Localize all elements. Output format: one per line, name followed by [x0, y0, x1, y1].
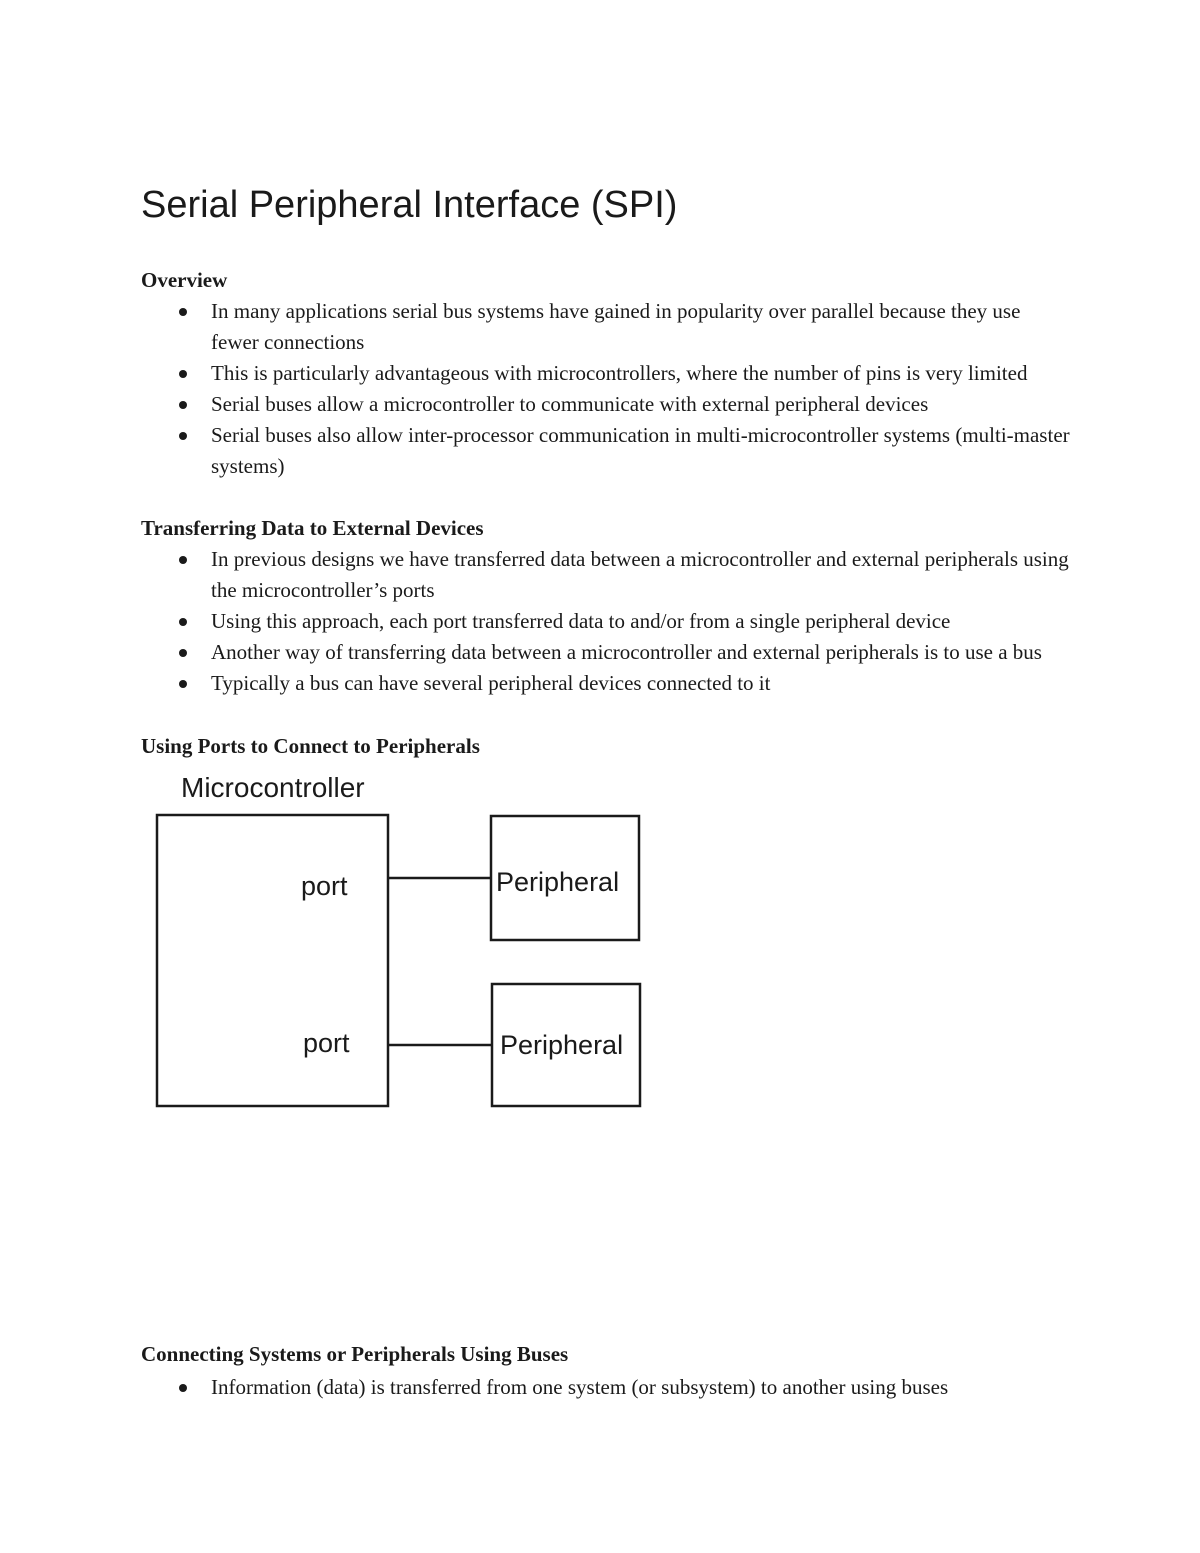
peripheral-label-1: Peripheral	[496, 867, 620, 897]
transferring-heading: Transferring Data to External Devices	[141, 516, 484, 540]
list-item: In many applications serial bus systems have gained in popularity over parallel because they use fewer connections	[141, 296, 1071, 358]
bullet-icon	[179, 1384, 187, 1392]
ports-heading: Using Ports to Connect to Peripherals	[141, 734, 480, 758]
list-item: Information (data) is transferred from one system (or subsystem) to another using buses	[141, 1372, 1071, 1403]
overview-heading: Overview	[141, 268, 228, 292]
bullet-icon	[179, 680, 187, 688]
list-item: Typically a bus can have several peripheral devices connected to it	[141, 668, 1071, 699]
list-item: In previous designs we have transferred data between a microcontroller and external peripherals using the microcontroller’s ports	[141, 544, 1071, 606]
ports-diagram	[140, 762, 660, 1122]
bullet-icon	[179, 308, 187, 316]
port-label-1: port	[301, 871, 348, 901]
bullet-icon	[179, 401, 187, 409]
bullet-icon	[179, 432, 187, 440]
overview-list	[141, 296, 1071, 482]
list-item: Serial buses allow a microcontroller to communicate with external peripheral devices	[141, 389, 1071, 420]
bullet-icon	[179, 618, 187, 626]
microcontroller-box	[157, 815, 388, 1106]
ports-diagram-svg	[140, 762, 660, 1122]
port-label-2: port	[303, 1028, 350, 1058]
peripheral-label-2: Peripheral	[500, 1030, 624, 1060]
buses-list	[141, 1372, 1071, 1403]
page-title: Serial Peripheral Interface (SPI)	[141, 184, 678, 226]
microcontroller-label: Microcontroller	[181, 772, 365, 803]
transferring-list	[141, 544, 1071, 699]
bullet-icon	[179, 370, 187, 378]
list-item: This is particularly advantageous with microcontrollers, where the number of pins is very limited	[141, 358, 1071, 389]
bullet-icon	[179, 556, 187, 564]
bullet-icon	[179, 649, 187, 657]
list-item: Serial buses also allow inter-processor communication in multi-microcontroller systems (multi-master systems)	[141, 420, 1071, 482]
list-item: Using this approach, each port transferred data to and/or from a single peripheral device	[141, 606, 1071, 637]
list-item: Another way of transferring data between a microcontroller and external peripherals is to use a bus	[141, 637, 1071, 668]
buses-heading: Connecting Systems or Peripherals Using Buses	[141, 1342, 569, 1366]
